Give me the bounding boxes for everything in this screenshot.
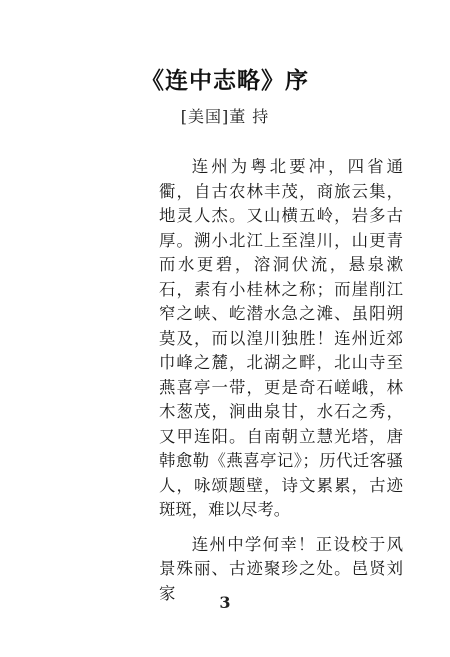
paragraph-1: 连州为粤北要冲，四省通衢，自古农林丰茂，商旅云集，地灵人杰。又山横五岭，岩多古厚。溯小北江上至湟川，山更青而水更碧，溶洞伏流，悬泉漱石，素有小桂林之称；而崖削江窄之峡、屹潜水急之滩、虽阳朔莫及，而以湟川独胜！连州近郊巾峰之麓，北湖之畔，北山寺至燕喜亭一带，更是奇石嵯峨，林木葱茂，涧曲泉甘，水石之秀，又甲连阳。自南朝立慧光塔，唐韩愈勒《燕喜亭记》；历代迁客骚人，咏颂题壁，诗文累累，古迹斑斑，难以尽考。 <box>159 157 403 519</box>
author-line: [美国]董 持 <box>180 107 270 126</box>
body-text <box>159 155 403 606</box>
page-title: 《连中志略》序 <box>141 68 309 94</box>
paragraph-2: 连州中学何幸！正设校于风景殊丽、古迹聚珍之处。邑贤刘家 <box>159 534 403 603</box>
page-number: 3 <box>219 593 231 612</box>
